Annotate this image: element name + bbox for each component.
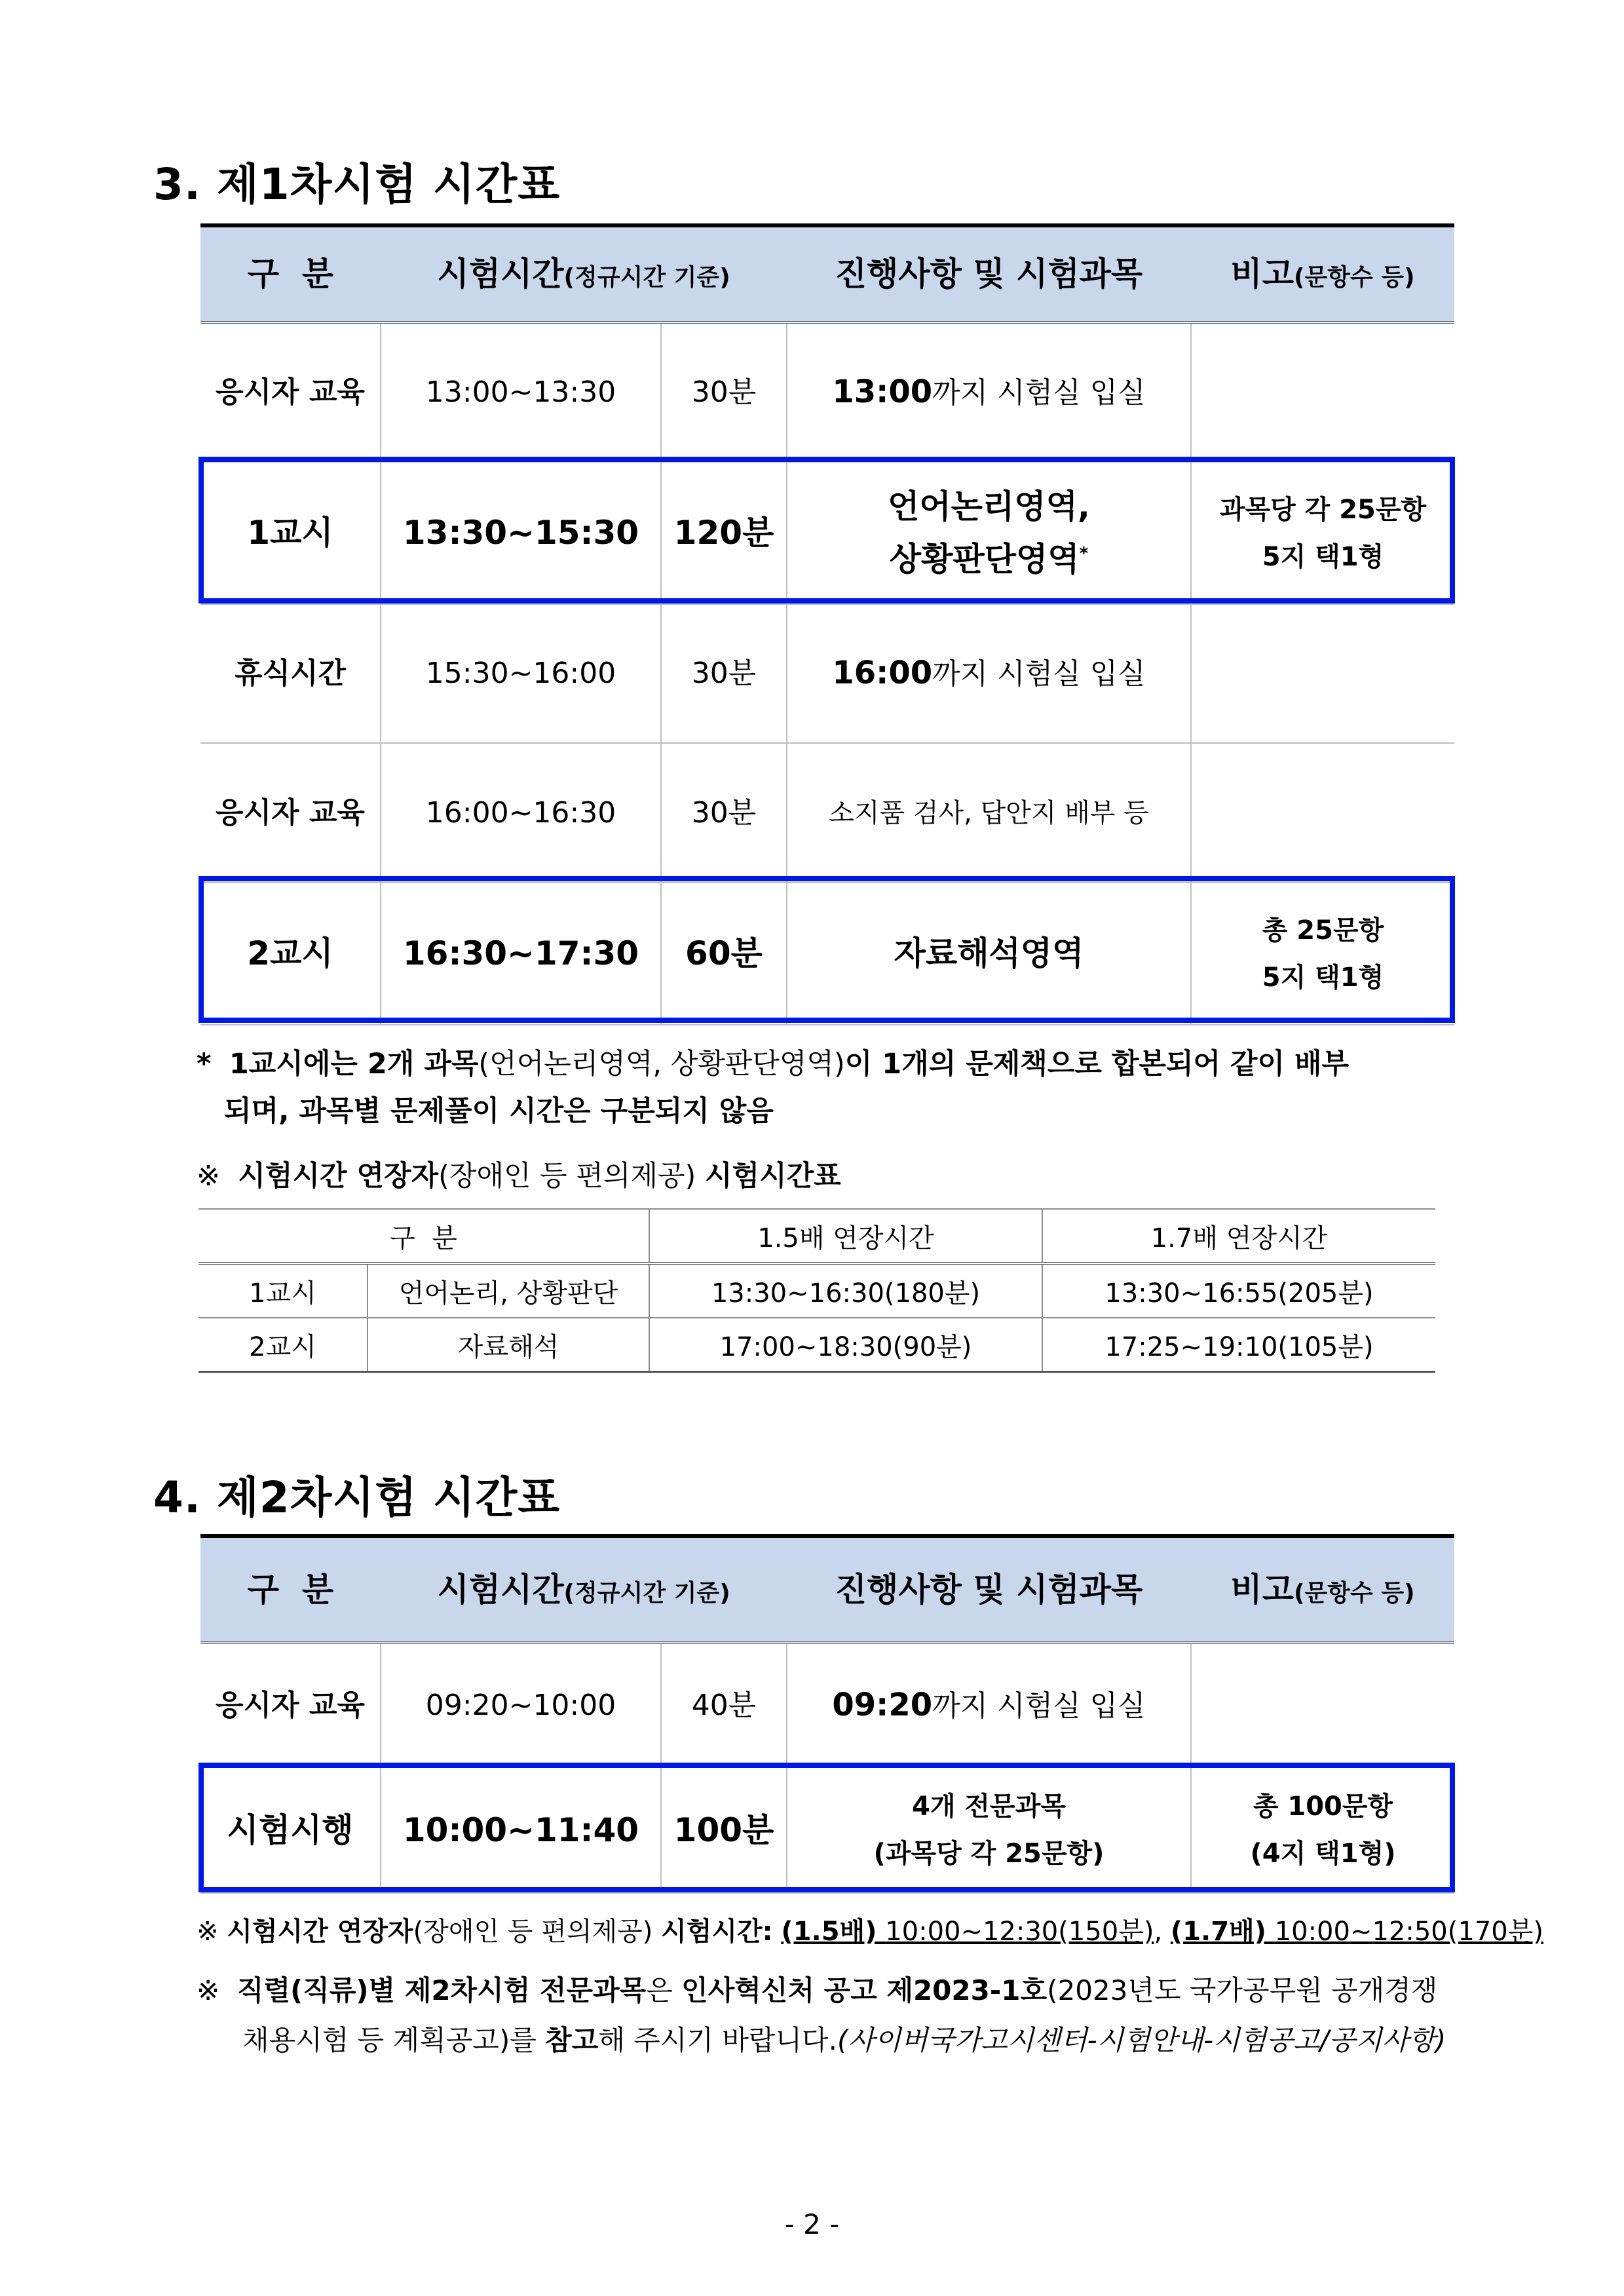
extended-time-1-5x: 17:00~18:30(90분) <box>649 1318 1042 1372</box>
exam-session-highlight-box <box>198 1763 1455 1892</box>
row-time: 16:00~16:30 <box>381 743 661 883</box>
period-1-highlight-box <box>198 457 1455 603</box>
row-time: 15:30~16:00 <box>381 604 661 743</box>
second-exam-subjects-note: ※ 직렬(직류)별 제2차시험 전문과목은 인사혁신처 공고 제2023-1호(2023년도 국가공무원 공개경쟁 채용시험 등 계획공고)를 참고해 주시기 바랍니다.(사이버국가고시센터-시험안내-시험공고/공지사항) <box>197 1974 1446 2056</box>
extended-time-table <box>198 1208 1435 1373</box>
table-row <box>200 743 1454 883</box>
table-row <box>198 1318 1435 1372</box>
table-header-row <box>200 225 1454 322</box>
row-time: 16:30~17:30 <box>381 883 661 1025</box>
header-category: 구 분 <box>200 225 381 322</box>
row-note: 과목당 각 25문항 5지 택1형 <box>1191 462 1454 604</box>
row-label: 시험시행 <box>200 1767 381 1893</box>
extended-period: 2교시 <box>198 1318 368 1372</box>
header-exam-time: 시험시간(정규시간 기준) <box>381 225 787 322</box>
section-3-title: 3. 제1차시험 시간표 <box>153 159 561 210</box>
row-label: 응시자 교육 <box>200 1643 381 1767</box>
row-content: 자료해석영역 <box>787 883 1191 1025</box>
row-time: 10:00~11:40 <box>381 1767 661 1893</box>
row-label: 휴식시간 <box>200 604 381 743</box>
table-row <box>200 604 1454 743</box>
table-header-row <box>200 1536 1454 1643</box>
second-exam-extended-time-note: ※ 시험시간 연장자(장애인 등 편의제공) 시험시간: (1.5배) 10:00~12:30(150분), (1.7배) 10:00~12:50(170분) <box>197 1917 1543 1947</box>
row-duration: 30분 <box>661 322 787 462</box>
row-time: 13:30~15:30 <box>381 462 661 604</box>
page-number: - 2 - <box>784 2208 840 2240</box>
row-content: 소지품 검사, 답안지 배부 등 <box>787 743 1191 883</box>
section-4-title: 4. 제2차시험 시간표 <box>153 1472 561 1523</box>
row-content: 13:00까지 시험실 입실 <box>787 322 1191 462</box>
row-duration: 30분 <box>661 743 787 883</box>
row-duration: 60분 <box>661 883 787 1025</box>
header-progress-subjects: 진행사항 및 시험과목 <box>787 225 1191 322</box>
header-progress-subjects: 진행사항 및 시험과목 <box>787 1536 1191 1643</box>
row-note <box>1191 743 1454 883</box>
row-duration: 40분 <box>661 1643 787 1767</box>
row-content: 언어논리영역, 상황판단영역* <box>787 462 1191 604</box>
period-2-highlight-box <box>198 876 1455 1023</box>
row-label: 2교시 <box>200 883 381 1025</box>
table-row <box>198 1263 1435 1318</box>
header-remarks: 비고(문항수 등) <box>1191 225 1454 322</box>
extended-period: 1교시 <box>198 1263 368 1318</box>
header-exam-time: 시험시간(정규시간 기준) <box>381 1536 787 1643</box>
row-label: 1교시 <box>200 462 381 604</box>
extended-header-category: 구 분 <box>198 1209 649 1263</box>
row-duration: 120분 <box>661 462 787 604</box>
extended-time-caption: ※ 시험시간 연장자(장애인 등 편의제공) 시험시간표 <box>197 1160 841 1193</box>
row-note <box>1191 604 1454 743</box>
row-content: 16:00까지 시험실 입실 <box>787 604 1191 743</box>
extended-subject: 자료해석 <box>368 1318 649 1372</box>
row-note: 총 100문항 (4지 택1형) <box>1191 1767 1454 1893</box>
table-row <box>200 1643 1454 1767</box>
extended-time-1-7x: 17:25~19:10(105분) <box>1042 1318 1435 1372</box>
extended-time-1-5x: 13:30~16:30(180분) <box>649 1263 1042 1318</box>
row-time: 13:00~13:30 <box>381 322 661 462</box>
row-content: 4개 전문과목 (과목당 각 25문항) <box>787 1767 1191 1893</box>
header-remarks: 비고(문항수 등) <box>1191 1536 1454 1643</box>
row-note <box>1191 322 1454 462</box>
row-note: 총 25문항 5지 택1형 <box>1191 883 1454 1025</box>
row-label: 응시자 교육 <box>200 743 381 883</box>
header-category: 구 분 <box>200 1536 381 1643</box>
row-note <box>1191 1643 1454 1767</box>
extended-time-1-7x: 13:30~16:55(205분) <box>1042 1263 1435 1318</box>
extended-header-1-7x: 1.7배 연장시간 <box>1042 1209 1435 1263</box>
row-content: 09:20까지 시험실 입실 <box>787 1643 1191 1767</box>
table-row <box>200 322 1454 462</box>
row-label: 응시자 교육 <box>200 322 381 462</box>
period-1-footnote: * 1교시에는 2개 과목(언어논리영역, 상황판단영역)이 1개의 문제책으로 합본되어 같이 배부 되며, 과목별 문제풀이 시간은 구분되지 않음 <box>197 1048 1350 1128</box>
row-time: 09:20~10:00 <box>381 1643 661 1767</box>
extended-header-row <box>198 1209 1435 1263</box>
row-duration: 30분 <box>661 604 787 743</box>
row-duration: 100분 <box>661 1767 787 1893</box>
extended-header-1-5x: 1.5배 연장시간 <box>649 1209 1042 1263</box>
extended-subject: 언어논리, 상황판단 <box>368 1263 649 1318</box>
